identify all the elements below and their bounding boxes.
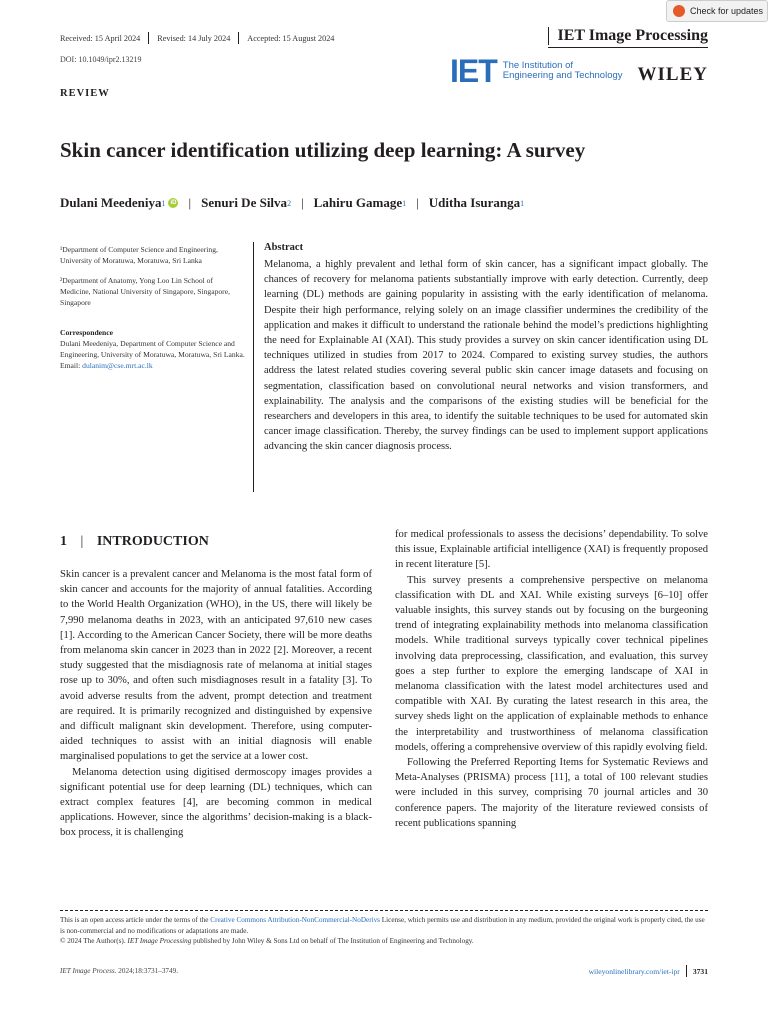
wiley-logo: WILEY bbox=[637, 64, 708, 85]
correspondence-block bbox=[60, 327, 245, 371]
affiliation-2: ²Department of Anatomy, Yong Loo Lin School of Medicine, National University of Singapore, Singapore, Singapore bbox=[60, 276, 230, 307]
author-name[interactable]: Senuri De Silva bbox=[201, 195, 288, 210]
author-separator: | bbox=[301, 195, 304, 210]
correspondence-text: Dulani Meedeniya, Department of Computer Science and Engineering, University of Moratuwa, Moratuwa, Sri Lanka. bbox=[60, 339, 245, 359]
paragraph: Following the Preferred Reporting Items for Systematic Reviews and Meta-Analyses (PRISMA) process [11], a total of 100 relevant studies were included in this survey, comprising 70 journal articles and 30 conference papers. The majority of the literature reviewed consists of recent publications spanning bbox=[395, 757, 708, 829]
revised-date: Revised: 14 July 2024 bbox=[157, 33, 231, 43]
page-info bbox=[589, 965, 708, 977]
journal-name bbox=[548, 27, 708, 45]
section-title: INTRODUCTION bbox=[96, 534, 209, 549]
email-link[interactable]: dulanim@cse.mrt.ac.lk bbox=[82, 361, 153, 370]
author-separator: | bbox=[416, 195, 419, 210]
journal-url[interactable]: wileyonlinelibrary.com/iet-ipr bbox=[588, 966, 680, 976]
journal-title: IET Image Processing bbox=[557, 27, 708, 44]
section-separator: | bbox=[80, 534, 84, 549]
iet-logo bbox=[450, 53, 623, 89]
copyright-journal: IET Image Processing bbox=[127, 937, 192, 945]
citation-line bbox=[60, 967, 178, 975]
copyright-text: © 2024 The Author(s). bbox=[60, 937, 128, 945]
citation-journal: IET Image Process. bbox=[60, 967, 117, 975]
crossmark-icon bbox=[673, 5, 685, 17]
author-separator: | bbox=[188, 195, 192, 210]
license-text: This is an open access article under the terms of the bbox=[60, 916, 211, 924]
author-affil[interactable]: 1 bbox=[161, 198, 166, 208]
doi[interactable]: DOI: 10.1049/ipr2.13219 bbox=[60, 55, 142, 64]
section-heading bbox=[60, 534, 209, 550]
header-rule bbox=[548, 47, 708, 48]
orcid-icon[interactable]: iD bbox=[170, 200, 177, 206]
section-number: 1 bbox=[60, 534, 67, 549]
divider bbox=[238, 32, 239, 44]
paragraph: Melanoma detection using digitised dermoscopy images provides a significant potential use for deep learning (DL) techniques, which can extract complex features [4], are becoming common in medical applications. However, since the algorithms’ decision-making is a black-box process, it is challenging bbox=[60, 766, 372, 839]
check-for-updates-button[interactable] bbox=[666, 0, 768, 22]
footer-rule bbox=[60, 910, 708, 911]
divider bbox=[686, 965, 687, 977]
copyright-text: published by John Wiley & Sons Ltd on behalf of The Institution of Engineering and Technology. bbox=[191, 937, 474, 945]
license-footnote bbox=[60, 915, 708, 947]
dates-line bbox=[60, 32, 334, 44]
paragraph: This survey presents a comprehensive perspective on melanoma classification with DL and XAI. While existing surveys [6–10] offer valuable insights, this survey stands out by focusing on the burgeoning trend of integrating explainability methods into melanoma classification models. While traditional surveys typically cover technical pipelines involving data preprocessing, classification, and evaluation, this survey goes a step further to explore the emerging landscape of XAI in melanoma classification with the latest model architectures used and compatible with XAI. By curating the latest research in this area, the survey sheds light on the application of explainable methods to enhance the interpretability and trustworthiness of melanoma classification models, offering a comprehensive overview of this rapidly evolving field. bbox=[395, 574, 708, 753]
author-name[interactable]: Uditha Isuranga bbox=[428, 195, 521, 210]
author-list bbox=[60, 195, 524, 211]
body-column-left bbox=[60, 567, 372, 841]
license-link[interactable]: Creative Commons Attribution-NonCommercial-NoDerivs bbox=[210, 916, 380, 924]
iet-text bbox=[503, 61, 623, 81]
affiliation-1: ¹Department of Computer Science and Engineering, University of Moratuwa, Moratuwa, Sri Lanka bbox=[60, 245, 218, 265]
divider bbox=[148, 32, 149, 44]
article-title: Skin cancer identification utilizing deep learning: A survey bbox=[60, 138, 586, 162]
author-affil[interactable]: 1 bbox=[402, 198, 407, 208]
received-date: Received: 15 April 2024 bbox=[60, 33, 141, 43]
email-label: Email: bbox=[60, 361, 83, 370]
license-text: License, which permits use and distribution in any medium, provided the original work is properly cited, the use is non-commercial and no modifications or adaptations are made. bbox=[60, 916, 705, 935]
paragraph: Skin cancer is a prevalent cancer and Melanoma is the most fatal form of skin cancer and accounts for the majority of annual fatalities. According to the World Health Organization (WHO), in the US, there will likely be 7,990 melanoma deaths in 2023, with an anticipated 97,610 new cases [1]. According to the American Cancer Society, there will be more deaths from melanoma skin cancer in 2023 than in 2022 [2]. Moreover, a recent study suggested that the misdiagnosis rate of melanoma at initial stages rose up to 30%, and often such misdiagnoses result in a fatality [3]. To avoid adverse results from the advent, prompt detection and treatment are required. It is primarily recognized and distinguished by expensive and difficult malignant skin development. Therefore, using computer-aided techniques to assist with an initial diagnosis will enable marginalised populations to get the service at a lower cost. bbox=[60, 569, 372, 763]
body-column-right bbox=[395, 527, 708, 831]
correspondence-heading: Correspondence bbox=[60, 328, 114, 337]
abstract-heading: Abstract bbox=[264, 242, 304, 253]
divider bbox=[548, 27, 550, 45]
iet-line2: Engineering and Technology bbox=[502, 70, 623, 81]
author-name[interactable]: Dulani Meedeniya bbox=[60, 195, 162, 210]
article-type: REVIEW bbox=[60, 88, 110, 99]
author-name[interactable]: Lahiru Gamage bbox=[313, 195, 403, 210]
author-affil[interactable]: 2 bbox=[287, 198, 292, 208]
accepted-date: Accepted: 15 August 2024 bbox=[247, 33, 335, 43]
abstract-text: Melanoma, a highly prevalent and lethal form of skin cancer, has a significant impact globally. The chances of recovery for melanoma patients substantially improve with early detection. Currently, deep learning (DL) methods are gaining popularity in assisting with the early identification of melanoma. Despite their high performance, relying solely on an image classifier undermines the credibility of the application and makes it difficult to understand the rationale behind the model’s predictions highlighting the need for Explainable AI (XAI). This study provides a survey on skin cancer identification using DL techniques utilized in studies from 2017 to 2024. Compared to existing survey studies, the authors address the latest related studies covering several public skin cancer image datasets and focusing on segmentation, classification based on convolutional neural networks and vision transformers, and explainability. The analysis and the comparisons of the existing studies will be beneficial for the researchers and developers in this area, to identify the suitable techniques to be used for automated skin cancer image classification. Thereby, the survey findings can be used to implement support applications advancing the skin cancer diagnosis process. bbox=[264, 259, 708, 453]
abstract-rule bbox=[253, 242, 254, 492]
page-number: 3731 bbox=[692, 966, 708, 976]
check-updates-label: Check for updates bbox=[690, 6, 764, 16]
paragraph: for medical professionals to assess the decisions’ dependability. To solve this issue, Explainable artificial intelligence (XAI) is frequently proposed in recent literature [5]. bbox=[395, 529, 708, 571]
iet-line1: The Institution of bbox=[502, 60, 574, 71]
citation-details: 2024;18:3731–3749. bbox=[116, 967, 178, 975]
author-affil[interactable]: 1 bbox=[520, 198, 525, 208]
iet-mark: IET bbox=[450, 53, 497, 89]
